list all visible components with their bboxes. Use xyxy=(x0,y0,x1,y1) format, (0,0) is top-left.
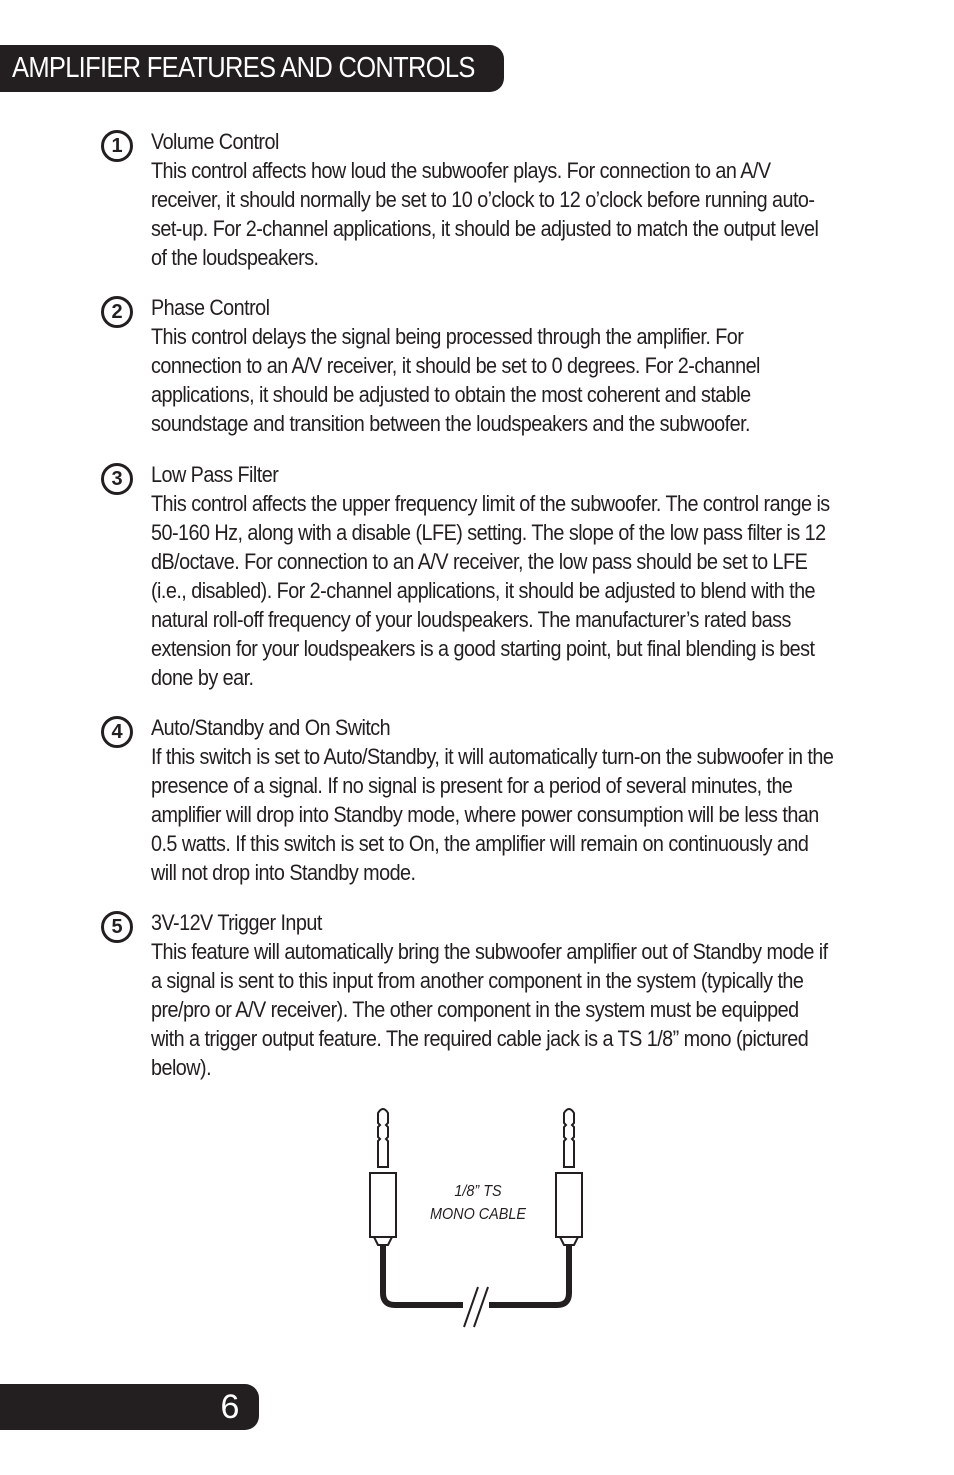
right-plug-icon xyxy=(556,1109,582,1245)
section-header-bar xyxy=(0,45,504,92)
page-number: 6 xyxy=(220,1388,240,1426)
feature-description: If this switch is set to Auto/Standby, it will automatically turn-on the subwoofer in the presence of a signal. If no signal is present for a period of several minutes, the amplifier will drop into Standby mode, where power consumption will be less than 0.5 watts. If this switch is set to On, the amplifier will remain on continuously and will not drop into Standby mode. xyxy=(151,744,834,885)
number-badge: 3 xyxy=(101,463,133,495)
feature-title: Phase Control xyxy=(151,295,270,320)
cable-label xyxy=(417,1180,539,1226)
left-plug-icon xyxy=(370,1109,396,1245)
feature-title: Volume Control xyxy=(151,129,279,154)
feature-text xyxy=(151,713,835,887)
feature-text xyxy=(151,460,835,692)
feature-description: This feature will automatically bring the subwoofer amplifier out of Standby mode if a signal is sent to this input from another component in the system (typically the pre/pro or A/V receiver). The other component in the system must be equipped with a trigger output feature. The required cable jack is a TS 1/8” mono (pictured below). xyxy=(151,939,828,1080)
feature-text xyxy=(151,127,835,272)
feature-description: This control affects the upper frequency limit of the subwoofer. The control range is 50-160 Hz, along with a disable (LFE) setting. The slope of the low pass filter is 12 dB/octave. For connection to an A/V receiver, the low pass should be set to LFE (i.e., disabled). For 2-channel applications, it should be adjusted to blend with the natural roll-off frequency of your loudspeakers. The manufacturer’s rated bass extension for your loudspeakers is a good starting point, but final blending is best done by ear. xyxy=(151,491,830,690)
number-badge: 4 xyxy=(101,716,133,748)
feature-text xyxy=(151,908,835,1082)
cable-label-line: MONO CABLE xyxy=(429,1206,527,1223)
cable-label-line: 1/8” TS xyxy=(454,1183,502,1200)
feature-title: Low Pass Filter xyxy=(151,462,279,487)
number-badge: 2 xyxy=(101,296,133,328)
page-title: AMPLIFIER FEATURES AND CONTROLS xyxy=(12,52,475,84)
feature-title: Auto/Standby and On Switch xyxy=(151,715,391,740)
number-badge: 5 xyxy=(101,911,133,943)
feature-description: This control affects how loud the subwoofer plays. For connection to an A/V receiver, it should normally be set to 10 o’clock to 12 o’clock before running auto-set-up. For 2-channel applications, it should be adjusted to match the output level of the loudspeakers. xyxy=(151,158,819,270)
page-number-bar xyxy=(0,1384,259,1430)
feature-description: This control delays the signal being processed through the amplifier. For connection to an A/V receiver, it should be set to 0 degrees. For 2-channel applications, it should be adjusted to obtain the most coherent and stable soundstage and transition between the loudspeakers and the subwoofer. xyxy=(151,324,760,436)
feature-text xyxy=(151,293,835,438)
number-badge: 1 xyxy=(101,130,133,162)
feature-title: 3V-12V Trigger Input xyxy=(151,910,322,935)
